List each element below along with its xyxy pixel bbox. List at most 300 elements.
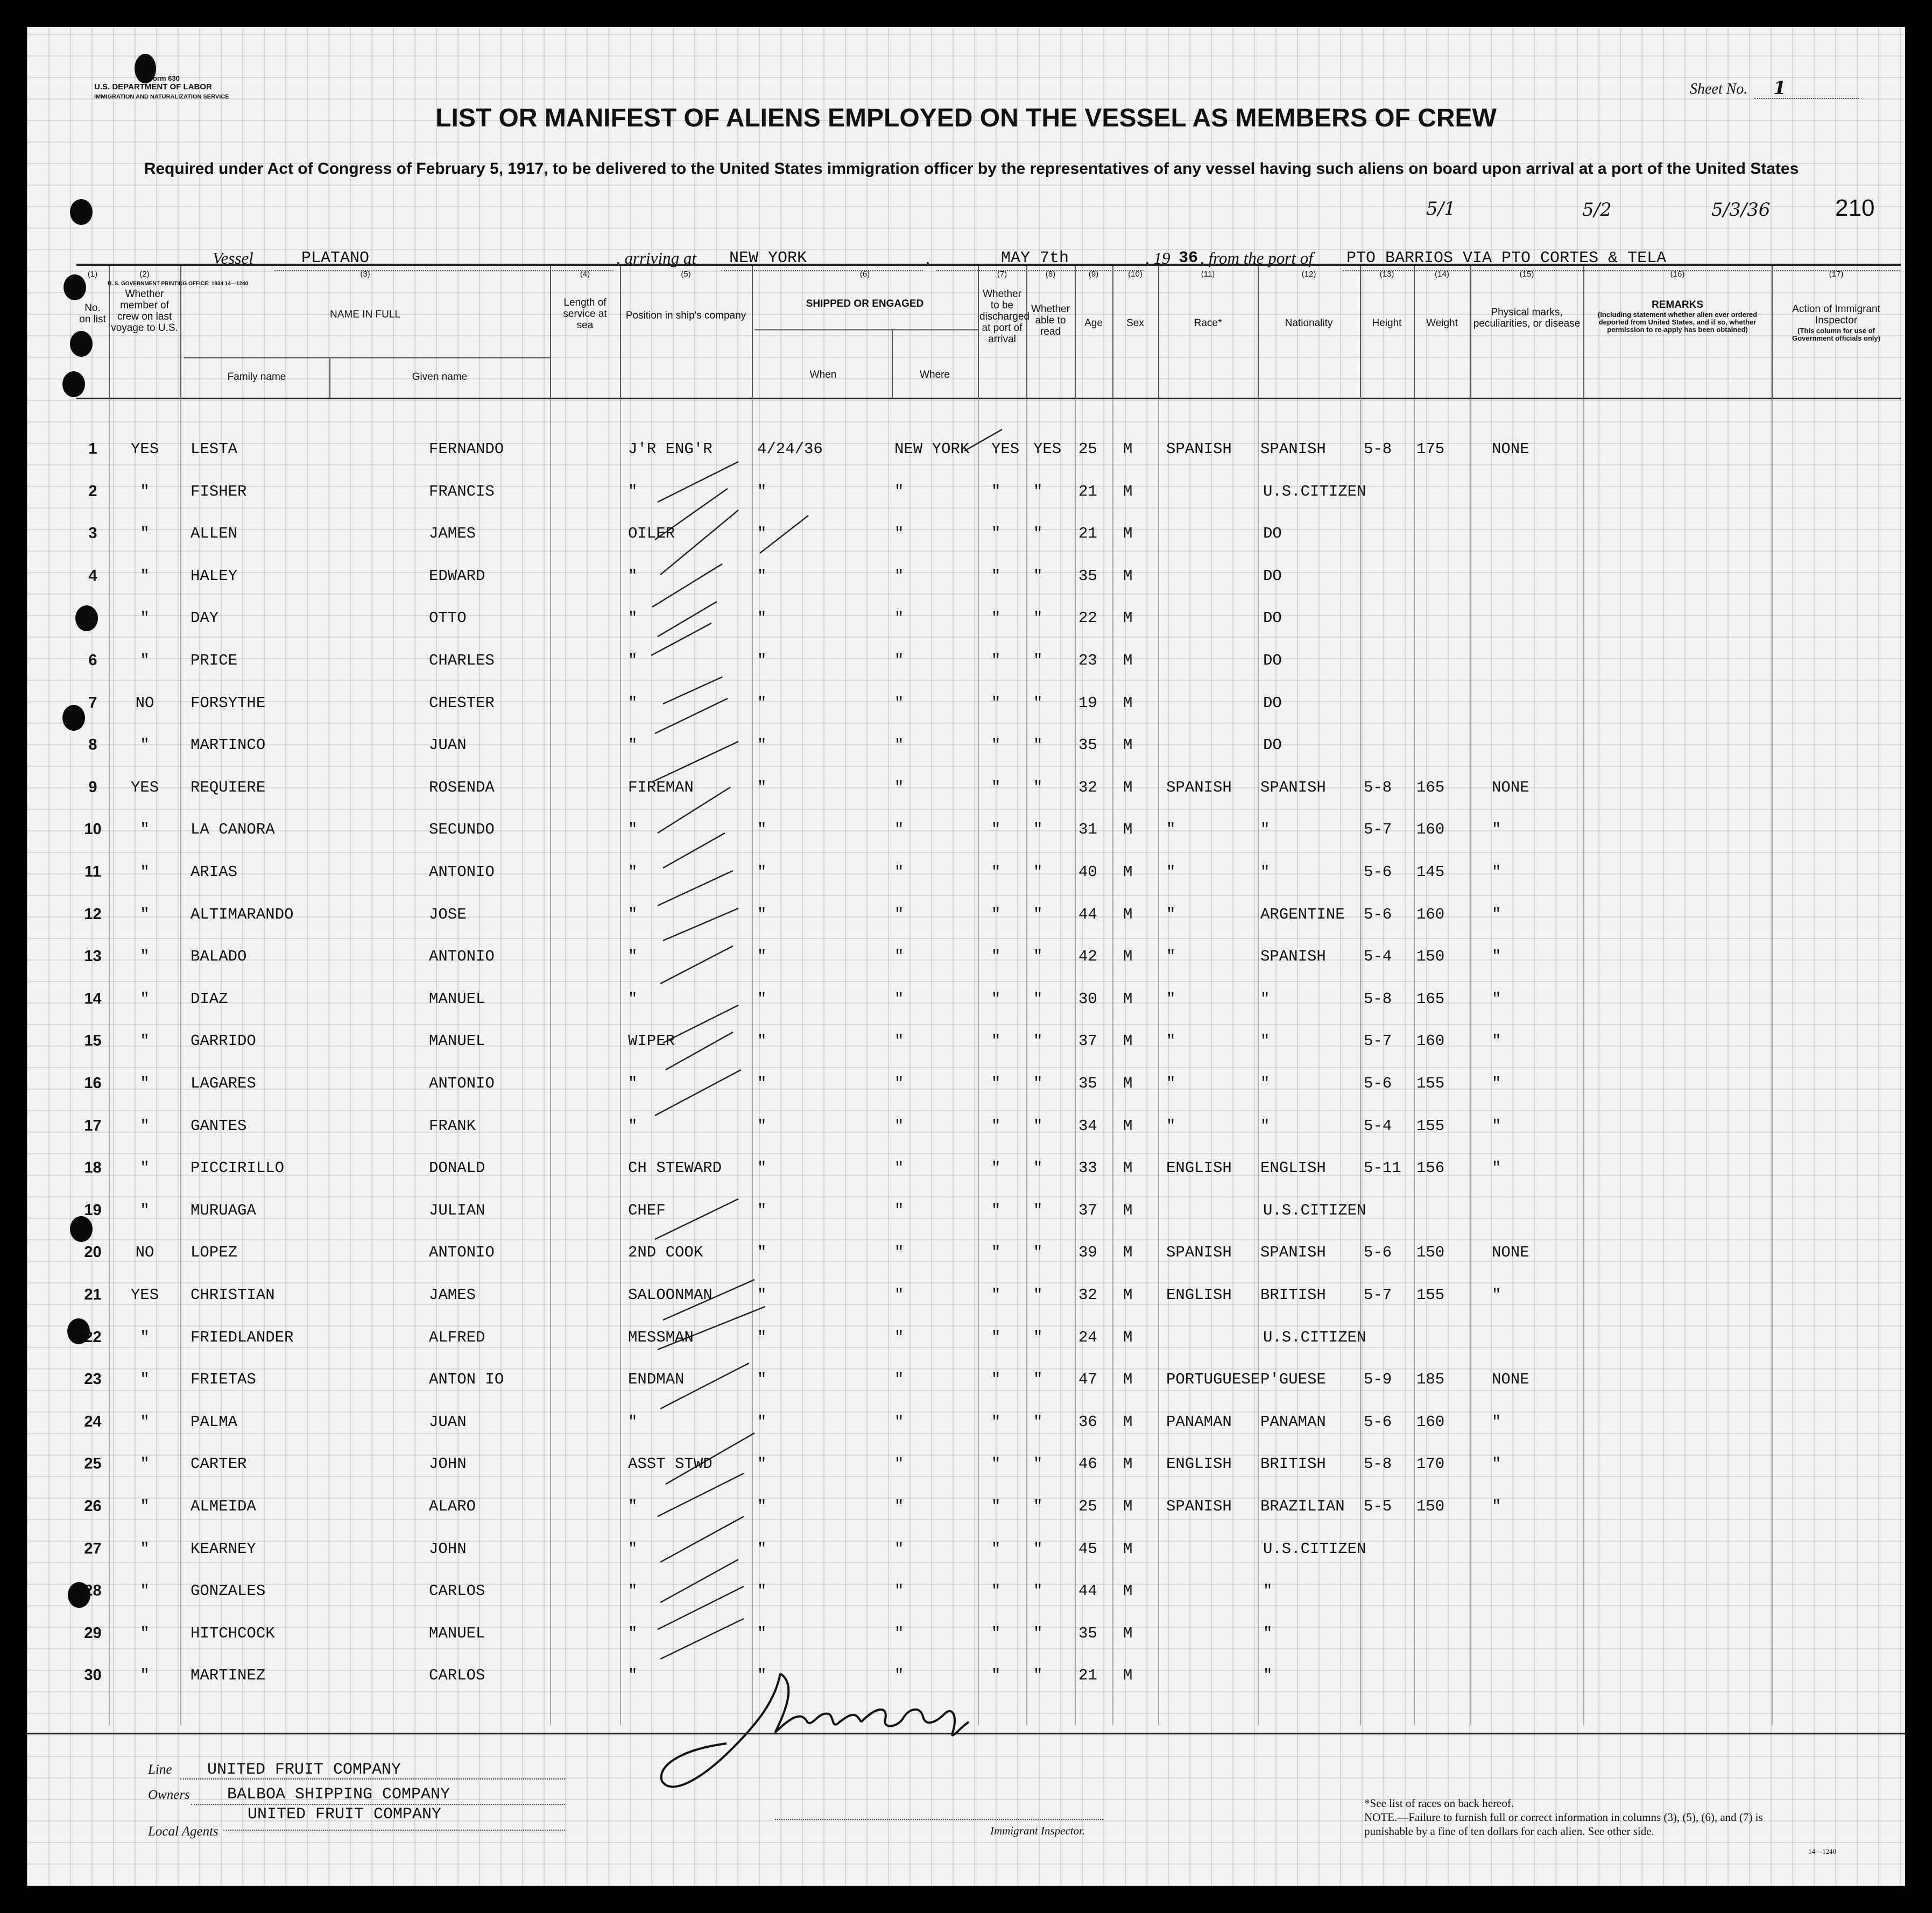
sex: M	[1123, 1117, 1133, 1135]
age: 37	[1078, 1202, 1097, 1219]
ship-position: "	[628, 694, 638, 712]
physical-marks: "	[1492, 1117, 1501, 1135]
sex: M	[1123, 736, 1133, 754]
owners-label: Owners	[148, 1788, 190, 1802]
ship-position: ENDMAN	[628, 1371, 685, 1388]
weight: 150	[1416, 1498, 1445, 1515]
able-to-read: "	[1033, 1455, 1043, 1473]
ship-position: "	[628, 1413, 638, 1431]
given-name: EDWARD	[429, 567, 485, 585]
family-name: FORSYTHE	[191, 694, 266, 712]
table-row	[76, 1625, 1901, 1641]
col-num-16: (16)	[1670, 270, 1685, 279]
given-name: CHARLES	[429, 652, 495, 669]
ship-position: "	[628, 1625, 638, 1642]
family-name: GARRIDO	[191, 1032, 256, 1050]
row-number: 15	[84, 1032, 102, 1049]
given-name: MANUEL	[429, 1032, 485, 1050]
header-length-service: Length of service at sea	[563, 297, 607, 331]
shipped-where: "	[894, 694, 904, 712]
nationality: ARGENTINE	[1260, 906, 1345, 923]
member-last-voyage: "	[140, 863, 150, 881]
ship-position: "	[628, 1498, 638, 1515]
sex: M	[1123, 1329, 1133, 1346]
col-num-10: (10)	[1128, 270, 1143, 279]
height: 5-4	[1364, 948, 1392, 965]
family-name: ALTIMARANDO	[191, 906, 294, 923]
weight: 160	[1416, 1032, 1445, 1050]
member-last-voyage: YES	[130, 779, 159, 796]
age: 46	[1078, 1455, 1097, 1473]
shipped-when: "	[757, 652, 767, 669]
race: SPANISH	[1166, 440, 1232, 458]
header-remarks: REMARKS	[1651, 299, 1704, 310]
header-height: Height	[1372, 317, 1402, 329]
table-row	[76, 1075, 1901, 1091]
discharged: "	[991, 990, 1001, 1008]
member-last-voyage: NO	[135, 694, 154, 712]
family-name: REQUIERE	[191, 779, 266, 796]
age: 21	[1078, 483, 1097, 500]
discharged: "	[991, 863, 1001, 881]
race: ENGLISH	[1166, 1286, 1232, 1304]
discharged: "	[991, 1032, 1001, 1050]
table-row	[76, 567, 1901, 583]
shipped-where: "	[894, 821, 904, 838]
shipped-when: "	[757, 567, 767, 585]
age: 25	[1078, 1498, 1097, 1515]
shipped-when: "	[757, 779, 767, 796]
sex: M	[1123, 1625, 1133, 1642]
shipped-when: "	[757, 1498, 767, 1515]
age: 42	[1078, 948, 1097, 965]
family-name: LOPEZ	[191, 1244, 238, 1261]
race: "	[1166, 821, 1176, 838]
arrival-date: MAY 7th	[1001, 249, 1069, 267]
shipped-when: "	[757, 863, 767, 881]
height: 5-6	[1364, 1075, 1392, 1092]
check-marks	[76, 397, 1901, 1725]
race: PORTUGUESE	[1166, 1371, 1260, 1388]
table-row	[76, 694, 1901, 710]
nationality: "	[1260, 1075, 1270, 1092]
sex: M	[1123, 525, 1133, 542]
family-name: KEARNEY	[191, 1540, 256, 1558]
shipped-where: "	[894, 1075, 904, 1092]
age: 30	[1078, 990, 1097, 1008]
manifest-sheet	[27, 27, 1905, 1886]
nationality: "	[1260, 1032, 1270, 1050]
citizen-note: DO	[1263, 652, 1282, 669]
age: 31	[1078, 821, 1097, 838]
col-num-11: (11)	[1201, 270, 1215, 279]
able-to-read: "	[1033, 1667, 1043, 1684]
family-name: LAGARES	[191, 1075, 256, 1092]
citizen-note: DO	[1263, 567, 1282, 585]
line-label: Line	[148, 1762, 172, 1777]
discharged: "	[991, 1582, 1001, 1600]
shipped-when: "	[757, 1329, 767, 1346]
ship-position: "	[628, 1667, 638, 1684]
sex: M	[1123, 1286, 1133, 1304]
member-last-voyage: "	[140, 1455, 150, 1473]
shipped-where: "	[894, 1117, 904, 1135]
age: 35	[1078, 1075, 1097, 1092]
col-num-6: (6)	[859, 270, 870, 279]
member-last-voyage: "	[140, 567, 150, 585]
citizen-note: U.S.CITIZEN	[1263, 1540, 1366, 1558]
age: 40	[1078, 863, 1097, 881]
date-sep: ,	[926, 249, 930, 267]
physical-marks: NONE	[1492, 779, 1529, 796]
col-num-14: (14)	[1435, 270, 1449, 279]
shipped-when: "	[757, 1371, 767, 1388]
ship-position: 2ND COOK	[628, 1244, 703, 1261]
line-dots	[180, 1778, 565, 1780]
age: 37	[1078, 1032, 1097, 1050]
table-row	[76, 1540, 1901, 1556]
header-remarks-note: (Including statement whether alien ever ordered deported from United States, and if so, whether permission to re-apply has been obtained)	[1597, 310, 1758, 334]
header-physical: Physical marks, peculiarities, or disease	[1473, 307, 1581, 329]
shipped-when: "	[757, 609, 767, 627]
given-name: ANTONIO	[429, 863, 495, 881]
discharged: "	[991, 1329, 1001, 1346]
ship-position: FIREMAN	[628, 779, 694, 796]
shipped-when: "	[757, 1455, 767, 1473]
row-number: 27	[84, 1540, 102, 1557]
shipped-when: "	[757, 906, 767, 923]
physical-marks: "	[1492, 1455, 1501, 1473]
able-to-read: "	[1033, 1075, 1043, 1092]
weight: 165	[1416, 779, 1445, 796]
shipped-when: "	[757, 736, 767, 754]
shipped-when: "	[757, 1117, 767, 1135]
family-name: DAY	[191, 609, 219, 627]
able-to-read: "	[1033, 652, 1043, 669]
agents-label: Local Agents	[148, 1824, 218, 1839]
owners-value: BALBOA SHIPPING COMPANY	[227, 1785, 450, 1804]
header-sex: Sex	[1126, 317, 1144, 329]
nationality: BRITISH	[1260, 1455, 1326, 1473]
inspector-dots	[775, 1819, 1103, 1820]
height: 5-6	[1364, 1413, 1392, 1431]
ship-position: WIPER	[628, 1032, 675, 1050]
physical-marks: "	[1492, 1032, 1501, 1050]
age: 35	[1078, 736, 1097, 754]
height: 5-8	[1364, 440, 1392, 458]
height: 5-8	[1364, 779, 1392, 796]
age: 35	[1078, 1625, 1097, 1642]
header-member-last-voyage: Whether member of crew on last voyage to U.S.	[111, 288, 178, 334]
header-nationality: Nationality	[1285, 317, 1333, 329]
col-num-9: (9)	[1088, 270, 1099, 279]
height: 5-6	[1364, 906, 1392, 923]
shipped-where: "	[894, 1244, 904, 1261]
citizen-note: "	[1263, 1667, 1273, 1684]
sheet-no-value: 1	[1773, 77, 1786, 99]
given-name: ANTONIO	[429, 1244, 495, 1261]
table-row	[76, 1032, 1901, 1048]
sex: M	[1123, 440, 1133, 458]
age: 35	[1078, 567, 1097, 585]
discharged: YES	[991, 440, 1020, 458]
family-name: MARTINEZ	[191, 1667, 266, 1684]
member-last-voyage: "	[140, 609, 150, 627]
given-name: JAMES	[429, 525, 476, 542]
nationality: SPANISH	[1260, 948, 1326, 965]
sex: M	[1123, 821, 1133, 838]
discharged: "	[991, 1540, 1001, 1558]
race: "	[1166, 1075, 1176, 1092]
family-name: GANTES	[191, 1117, 247, 1135]
given-name: FRANCIS	[429, 483, 495, 500]
family-name: FRIETAS	[191, 1371, 256, 1388]
form-number: Form 630	[149, 74, 180, 82]
table-row	[76, 863, 1901, 879]
weight: 160	[1416, 906, 1445, 923]
race: "	[1166, 1117, 1176, 1135]
race: "	[1166, 906, 1176, 923]
shipped-when: "	[757, 990, 767, 1008]
age: 39	[1078, 1244, 1097, 1261]
height: 5-5	[1364, 1498, 1392, 1515]
citizen-note: DO	[1263, 736, 1282, 754]
ship-position: SALOONMAN	[628, 1286, 713, 1304]
shipped-where: "	[894, 652, 904, 669]
discharged: "	[991, 525, 1001, 542]
shipped-where: "	[894, 1667, 904, 1684]
member-last-voyage: "	[140, 1625, 150, 1642]
race: "	[1166, 948, 1176, 965]
able-to-read: "	[1033, 736, 1043, 754]
vessel-label: Vessel	[213, 249, 253, 267]
age: 34	[1078, 1117, 1097, 1135]
member-last-voyage: "	[140, 990, 150, 1008]
citizen-note: U.S.CITIZEN	[1263, 1202, 1366, 1219]
discharged: "	[991, 1075, 1001, 1092]
family-name: DIAZ	[191, 990, 228, 1008]
able-to-read: "	[1033, 906, 1043, 923]
race: PANAMAN	[1166, 1413, 1232, 1431]
able-to-read: "	[1033, 948, 1043, 965]
physical-marks: "	[1492, 863, 1501, 881]
sex: M	[1123, 948, 1133, 965]
able-to-read: "	[1033, 1329, 1043, 1346]
family-name: ALMEIDA	[191, 1498, 256, 1515]
nationality: "	[1260, 863, 1270, 881]
discharged: "	[991, 1371, 1001, 1388]
age: 23	[1078, 652, 1097, 669]
age: 22	[1078, 609, 1097, 627]
ship-position: CHEF	[628, 1202, 666, 1219]
able-to-read: "	[1033, 1286, 1043, 1304]
row-number: 10	[84, 821, 102, 838]
header-given-name: Given name	[412, 371, 468, 383]
shipped-where: "	[894, 1625, 904, 1642]
ship-position: "	[628, 1117, 638, 1135]
col-num-3: (3)	[360, 270, 370, 279]
shipped-when: "	[757, 1540, 767, 1558]
citizen-note: DO	[1263, 694, 1282, 712]
height: 5-8	[1364, 990, 1392, 1008]
shipped-where: "	[894, 1582, 904, 1600]
shipped-where: "	[894, 609, 904, 627]
row-number: 4	[88, 567, 97, 584]
given-name: JOHN	[429, 1540, 467, 1558]
shipped-where: "	[894, 1159, 904, 1177]
weight: 145	[1416, 863, 1445, 881]
able-to-read: "	[1033, 1582, 1043, 1600]
citizen-note: DO	[1263, 525, 1282, 542]
table-row	[76, 483, 1901, 499]
weight: 185	[1416, 1371, 1445, 1388]
citizen-note: U.S.CITIZEN	[1263, 1329, 1366, 1346]
header-able-read: Whether able to read	[1031, 303, 1070, 337]
sex: M	[1123, 1371, 1133, 1388]
table-header	[76, 264, 1901, 399]
sex: M	[1123, 1540, 1133, 1558]
row-number: 12	[84, 906, 102, 923]
family-name: CHRISTIAN	[191, 1286, 275, 1304]
header-action-note: (This column for use of Government officials only)	[1792, 327, 1880, 342]
able-to-read: "	[1033, 525, 1043, 542]
able-to-read: "	[1033, 567, 1043, 585]
shipped-where: "	[894, 567, 904, 585]
date-note-1: 5/1	[1426, 198, 1456, 220]
family-name: MURUAGA	[191, 1202, 256, 1219]
member-last-voyage: "	[140, 1371, 150, 1388]
given-name: JULIAN	[429, 1202, 485, 1219]
shipped-when: "	[757, 1244, 767, 1261]
weight: 155	[1416, 1075, 1445, 1092]
table-row	[76, 440, 1901, 456]
able-to-read: YES	[1033, 440, 1062, 458]
department-name: U.S. DEPARTMENT OF LABOR	[94, 82, 212, 91]
discharged: "	[991, 948, 1001, 965]
able-to-read: "	[1033, 863, 1043, 881]
col-num-8: (8)	[1045, 270, 1056, 279]
col-num-7: (7)	[997, 270, 1007, 279]
header-family-name: Family name	[227, 371, 286, 383]
member-last-voyage: "	[140, 1075, 150, 1092]
table-row	[76, 1413, 1901, 1429]
discharged: "	[991, 609, 1001, 627]
given-name: FRANK	[429, 1117, 476, 1135]
header-race: Race*	[1194, 317, 1222, 329]
sex: M	[1123, 1667, 1133, 1684]
weight: 150	[1416, 1244, 1445, 1261]
sex: M	[1123, 1075, 1133, 1092]
able-to-read: "	[1033, 990, 1043, 1008]
family-name: LESTA	[191, 440, 238, 458]
nationality: SPANISH	[1260, 779, 1326, 796]
citizen-note: "	[1263, 1625, 1273, 1642]
shipped-where: "	[894, 1498, 904, 1515]
able-to-read: "	[1033, 1202, 1043, 1219]
age: 25	[1078, 440, 1097, 458]
given-name: MANUEL	[429, 1625, 485, 1642]
given-name: SECUNDO	[429, 821, 495, 838]
given-name: ANTON IO	[429, 1371, 504, 1388]
discharged: "	[991, 1667, 1001, 1684]
shipped-when: "	[757, 483, 767, 500]
able-to-read: "	[1033, 694, 1043, 712]
ship-position: "	[628, 990, 638, 1008]
discharged: "	[991, 1244, 1001, 1261]
form-code: 14—1240	[1808, 1847, 1836, 1855]
member-last-voyage: YES	[130, 440, 159, 458]
given-name: JUAN	[429, 736, 467, 754]
ship-position: "	[628, 609, 638, 627]
discharged: "	[991, 1455, 1001, 1473]
table-row	[76, 1329, 1901, 1345]
row-number: 2	[88, 483, 97, 500]
age: 47	[1078, 1371, 1097, 1388]
family-name: PALMA	[191, 1413, 238, 1431]
race: SPANISH	[1166, 779, 1232, 796]
shipped-when: "	[757, 1075, 767, 1092]
given-name: CARLOS	[429, 1667, 485, 1684]
discharged: "	[991, 779, 1001, 796]
row-number: 16	[84, 1075, 102, 1092]
discharged: "	[991, 1413, 1001, 1431]
age: 44	[1078, 906, 1097, 923]
race: ENGLISH	[1166, 1159, 1232, 1177]
age: 33	[1078, 1159, 1097, 1177]
row-number: 3	[88, 525, 97, 542]
row-number: 22	[84, 1329, 102, 1346]
table-row	[76, 1117, 1901, 1133]
given-name: DONALD	[429, 1159, 485, 1177]
nationality: BRAZILIAN	[1260, 1498, 1345, 1515]
header-position: Position in ship's company	[625, 310, 746, 321]
given-name: CHESTER	[429, 694, 495, 712]
shipped-where: "	[894, 1540, 904, 1558]
discharged: "	[991, 483, 1001, 500]
shipped-when: "	[757, 1582, 767, 1600]
races-note: *See list of races on back hereof.	[1364, 1797, 1514, 1810]
given-name: ALFRED	[429, 1329, 485, 1346]
citizen-note: "	[1263, 1582, 1273, 1600]
shipped-when: "	[757, 1159, 767, 1177]
sex: M	[1123, 567, 1133, 585]
row-number: 1	[88, 440, 97, 457]
owners-dots	[191, 1804, 565, 1805]
shipped-when: 4/24/36	[757, 440, 823, 458]
member-last-voyage: "	[140, 906, 150, 923]
shipped-where: NEW YORK	[894, 440, 970, 458]
race: SPANISH	[1166, 1244, 1232, 1261]
shipped-where: "	[894, 483, 904, 500]
able-to-read: "	[1033, 1117, 1043, 1135]
member-last-voyage: "	[140, 483, 150, 500]
age: 36	[1078, 1413, 1097, 1431]
col-num-1: (1)	[87, 270, 98, 279]
member-last-voyage: "	[140, 1582, 150, 1600]
discharged: "	[991, 906, 1001, 923]
weight: 165	[1416, 990, 1445, 1008]
family-name: CARTER	[191, 1455, 247, 1473]
given-name: ANTONIO	[429, 1075, 495, 1092]
from-label: , from the port of	[1200, 249, 1313, 267]
discharged: "	[991, 1498, 1001, 1515]
able-to-read: "	[1033, 1625, 1043, 1642]
ship-position: "	[628, 567, 638, 585]
ship-position: "	[628, 736, 638, 754]
col-num-15: (15)	[1519, 270, 1534, 279]
family-name: LA CANORA	[191, 821, 275, 838]
table-row	[76, 1455, 1901, 1471]
